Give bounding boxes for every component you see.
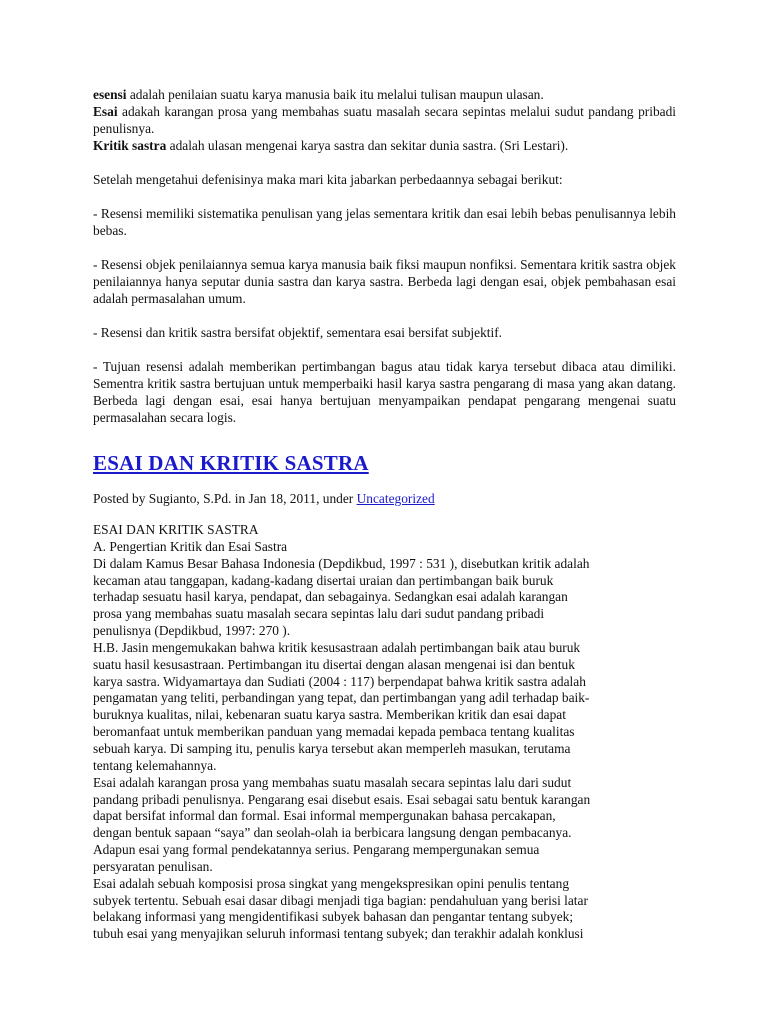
intro-paragraph-esai	[93, 103, 676, 137]
article-line: kecaman atau tanggapan, kadang-kadang disertai uraian dan pertimbangan baik buruk	[93, 572, 554, 588]
article-line: subyek tertentu. Sebuah esai dasar dibagi menjadi tiga bagian: pendahuluan yang berisi latar	[93, 892, 588, 908]
intro-paragraph-kritik	[93, 137, 676, 154]
difference-point-3: - Resensi dan kritik sastra bersifat objektif, sementara esai bersifat subjektif.	[93, 325, 503, 340]
article-line: Di dalam Kamus Besar Bahasa Indonesia (Depdikbud, 1997 : 531 ), disebutkan kritik adalah	[93, 555, 590, 571]
article-line: dengan bentuk sapaan “saya” dan seolah-olah ia berbicara langsung dengan pembacanya.	[93, 825, 572, 841]
definition-esensi: adalah penilaian suatu karya manusia baik itu melalui tulisan maupun ulasan.	[126, 87, 544, 102]
article-line: tentang kelemahannya.	[93, 757, 217, 773]
spacer	[93, 188, 676, 205]
term-esensi: esensi	[93, 87, 127, 102]
article-line: ESAI DAN KRITIK SASTRA	[93, 522, 259, 537]
definition-kritik-sastra: adalah ulasan mengenai karya sastra dan sekitar dunia sastra. (Sri Lestari).	[166, 138, 569, 153]
post-meta	[93, 490, 676, 507]
spacer	[93, 307, 676, 324]
document-page	[93, 86, 676, 943]
article-line: terhadap sesuatu hasil karya, pendapat, dan sebagainya. Sedangkan esai adalah karangan	[93, 589, 568, 605]
article-line: Esai adalah sebuah komposisi prosa singkat yang mengekspresikan opini penulis tentang	[93, 875, 570, 891]
term-esai: Esai	[93, 104, 118, 119]
article-line: Esai adalah karangan prosa yang membahas suatu masalah secara sepintas lalu dari sudut	[93, 774, 572, 790]
difference-point-2: - Resensi objek penilaiannya semua karya manusia baik fiksi maupun nonfiksi. Sementara kritik sastra objek penilaiannya hanya seputar dunia sastra dan karya sastra. Berbeda lagi dengan esai, objek pembahasan esai adalah permasalahan umum.	[93, 257, 676, 306]
article-line: penulisnya (Depdikbud, 1997: 270 ).	[93, 623, 291, 639]
article-line: belakang informasi yang mengidentifikasi subyek bahasan dan pengantar tentang subyek;	[93, 909, 574, 925]
article-line: pandang pribadi penulisnya. Pengarang esai disebut esais. Esai sebagai satu bentuk karangan	[93, 791, 591, 807]
article-line: buruknya kualitas, nilai, kebenaran suatu karya sastra. Memberikan kritik dan esai dapat	[93, 707, 566, 723]
article-line: persyaratan penulisan.	[93, 858, 213, 874]
intro-transition: Setelah mengetahui defenisinya maka mari kita jabarkan perbedaannya sebagai berikut:	[93, 172, 563, 187]
article-body	[93, 522, 676, 943]
spacer	[93, 341, 676, 358]
article-line: karya sastra. Widyamartaya dan Sudiati (2004 : 117) berpendapat bahwa kritik sastra adalah	[93, 673, 586, 689]
term-kritik-sastra: Kritik sastra	[93, 138, 167, 153]
definition-esai: adakah karangan prosa yang membahas suatu masalah secara sepintas melalui sudut pandang pribadi penulisnya.	[93, 104, 676, 136]
post-title	[93, 450, 676, 476]
post-title-link[interactable]: ESAI DAN KRITIK SASTRA	[93, 451, 369, 475]
spacer	[93, 239, 676, 256]
difference-point-1: - Resensi memiliki sistematika penulisan yang jelas sementara kritik dan esai lebih bebas penulisannya lebih bebas.	[93, 206, 676, 238]
article-line: pengamatan yang teliti, perbandingan yang tepat, dan pertimbangan yang adil terhadap baik-	[93, 690, 590, 706]
article-line: H.B. Jasin mengemukakan bahwa kritik kesusastraan adalah pertimbangan baik atau buruk	[93, 639, 581, 655]
article-line: sebuah karya. Di samping itu, penulis karya tersebut akan memperleh masukan, terutama	[93, 740, 571, 756]
difference-point-4: - Tujuan resensi adalah memberikan pertimbangan bagus atau tidak karya tersebut dibaca atau dimiliki. Sementra kritik sastra bertujuan untuk memperbaiki hasil karya sastra pengarang di masa yang akan datang. Berbeda lagi dengan esai, esai hanya bertujuan menyampaikan pendapat pengarang mengenai suatu permasalahan secara logis.	[93, 359, 676, 425]
article-line: dapat bersifat informal dan formal. Esai informal mempergunakan bahasa percakapan,	[93, 808, 556, 824]
intro-paragraph-resensi	[93, 86, 676, 103]
article-line: suatu hasil kesusastraan. Pertimbangan itu disertai dengan alasan mengenai isi dan bentuk	[93, 656, 575, 672]
article-line: A. Pengertian Kritik dan Esai Sastra	[93, 538, 288, 554]
article-line: Adapun esai yang formal pendekatannya serius. Pengarang mempergunakan semua	[93, 842, 540, 858]
spacer	[93, 154, 676, 171]
category-link[interactable]: Uncategorized	[356, 491, 435, 506]
article-line: tubuh esai yang menyajikan seluruh informasi tentang subyek; dan terakhir adalah konklusi	[93, 926, 584, 942]
post-meta-text: Posted by Sugianto, S.Pd. in Jan 18, 2011, under	[93, 491, 357, 506]
article-line: beromanfaat untuk memberikan panduan yang memadai kepada pembaca tentang kualitas	[93, 724, 575, 740]
article-line: prosa yang membahas suatu masalah secara sepintas lalu dari sudut pandang pribadi	[93, 606, 545, 622]
